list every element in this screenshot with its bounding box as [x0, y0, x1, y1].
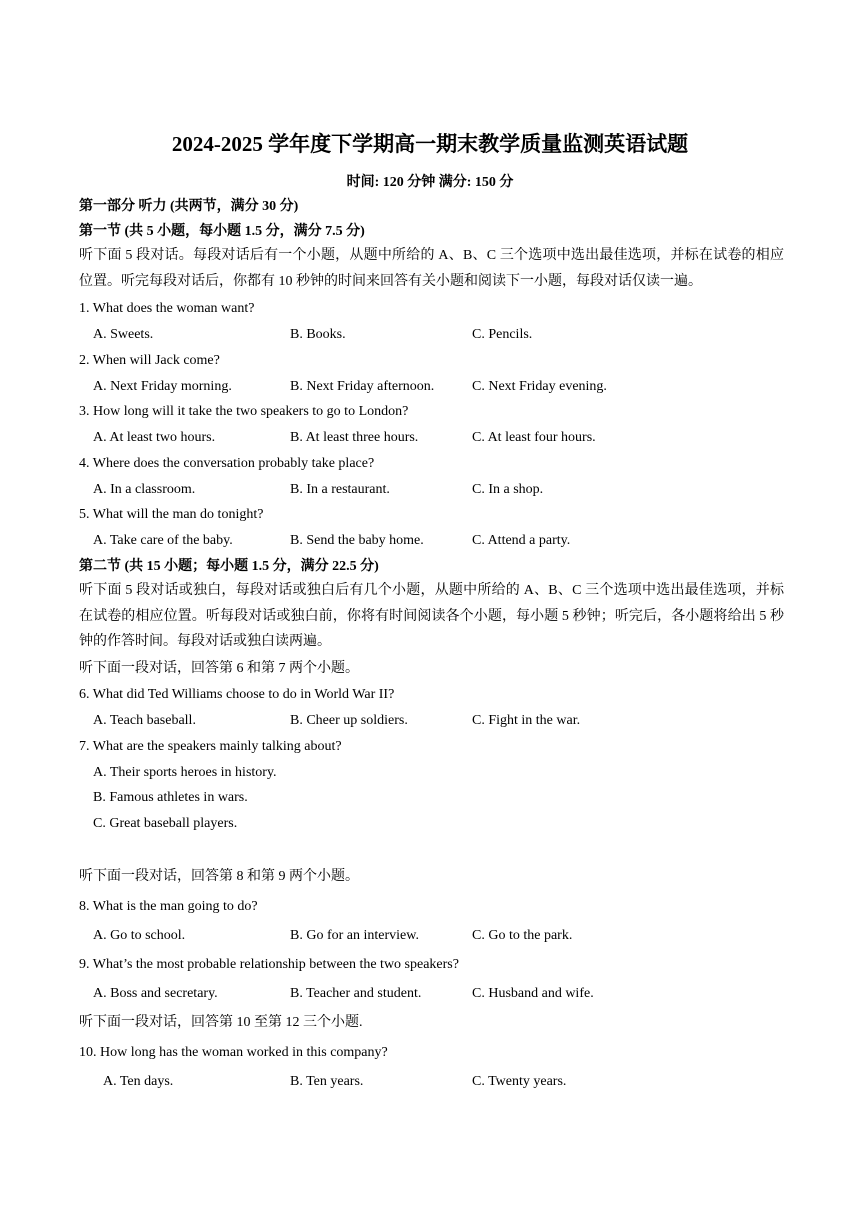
q7-option-a: A. Their sports heroes in history. — [93, 765, 277, 780]
q9-option-a: A. Boss and secretary. — [93, 986, 218, 1001]
q7-option-b: B. Famous athletes in wars. — [93, 790, 248, 805]
question-3: 3. How long will it take the two speakers to go to London? — [79, 404, 409, 419]
q2-option-b: B. Next Friday afternoon. — [290, 379, 435, 394]
q4-option-c: C. In a shop. — [472, 482, 544, 497]
part1-heading: 第一部分 听力 (共两节，满分 30 分) — [79, 199, 299, 214]
q8-option-a: A. Go to school. — [93, 928, 186, 943]
q4-option-b: B. In a restaurant. — [290, 482, 390, 497]
question-1: 1. What does the woman want? — [79, 301, 255, 316]
section1-instructions: 听下面 5 段对话。每段对话后有一个小题，从题中所给的 A、B、C 三个选项中选出最佳选项，并标在试卷的相应位置。听完每段对话后，你都有 10 秒钟的时间来回答有关小题和阅读下一小题，每段对话仅读一遍。 — [79, 248, 784, 289]
exam-title: 2024-2025 学年度下学期高一期末教学质量监测英语试题 — [171, 132, 689, 156]
q9-option-c: C. Husband and wife. — [472, 986, 594, 1001]
q6-option-a: A. Teach baseball. — [93, 713, 196, 728]
exam-time-score: 时间: 120 分钟 满分: 150 分 — [346, 175, 514, 190]
q8-option-b: B. Go for an interview. — [290, 928, 419, 943]
question-4: 4. Where does the conversation probably take place? — [79, 456, 375, 471]
q2-option-c: C. Next Friday evening. — [472, 379, 607, 394]
q6-option-b: B. Cheer up soldiers. — [290, 713, 408, 728]
q10-option-c: C. Twenty years. — [472, 1074, 567, 1089]
question-6: 6. What did Ted Williams choose to do in World War II? — [79, 687, 395, 702]
dialog-note-q6-7: 听下面一段对话，回答第 6 和第 7 两个小题。 — [79, 661, 359, 676]
q2-option-a: A. Next Friday morning. — [93, 379, 232, 394]
q5-option-b: B. Send the baby home. — [290, 533, 424, 548]
q1-option-c: C. Pencils. — [472, 327, 533, 342]
question-7: 7. What are the speakers mainly talking about? — [79, 739, 342, 754]
q4-option-a: A. In a classroom. — [93, 482, 196, 497]
question-8: 8. What is the man going to do? — [79, 899, 258, 914]
q1-option-a: A. Sweets. — [93, 327, 154, 342]
dialog-note-q8-9: 听下面一段对话，回答第 8 和第 9 两个小题。 — [79, 869, 359, 884]
q7-option-c: C. Great baseball players. — [93, 816, 238, 831]
question-5: 5. What will the man do tonight? — [79, 507, 264, 522]
q10-option-b: B. Ten years. — [290, 1074, 364, 1089]
section2-heading: 第二节 (共 15 小题；每小题 1.5 分，满分 22.5 分) — [79, 559, 379, 574]
q5-option-c: C. Attend a party. — [472, 533, 571, 548]
section2-instructions: 听下面 5 段对话或独白，每段对话或独白后有几个小题，从题中所给的 A、B、C 三个选项中选出最佳选项，并标在试卷的相应位置。听每段对话或独白前，你将有时间阅读各个小题，每小题 5 秒钟；听完后，各小题将给出 5 秒钟的作答时间。每段对话或独白读两遍。 — [79, 583, 784, 649]
question-2: 2. When will Jack come? — [79, 353, 220, 368]
dialog-note-q10-12: 听下面一段对话，回答第 10 至第 12 三个小题. — [79, 1015, 363, 1030]
question-9: 9. What’s the most probable relationship between the two speakers? — [79, 957, 459, 972]
q3-option-c: C. At least four hours. — [472, 430, 596, 445]
section1-heading: 第一节 (共 5 小题，每小题 1.5 分，满分 7.5 分) — [79, 224, 365, 239]
q6-option-c: C. Fight in the war. — [472, 713, 581, 728]
q3-option-a: A. At least two hours. — [93, 430, 216, 445]
q3-option-b: B. At least three hours. — [290, 430, 419, 445]
q5-option-a: A. Take care of the baby. — [93, 533, 233, 548]
q1-option-b: B. Books. — [290, 327, 346, 342]
question-10: 10. How long has the woman worked in this company? — [79, 1045, 388, 1060]
q10-option-a: A. Ten days. — [103, 1074, 174, 1089]
q9-option-b: B. Teacher and student. — [290, 986, 422, 1001]
q8-option-c: C. Go to the park. — [472, 928, 573, 943]
